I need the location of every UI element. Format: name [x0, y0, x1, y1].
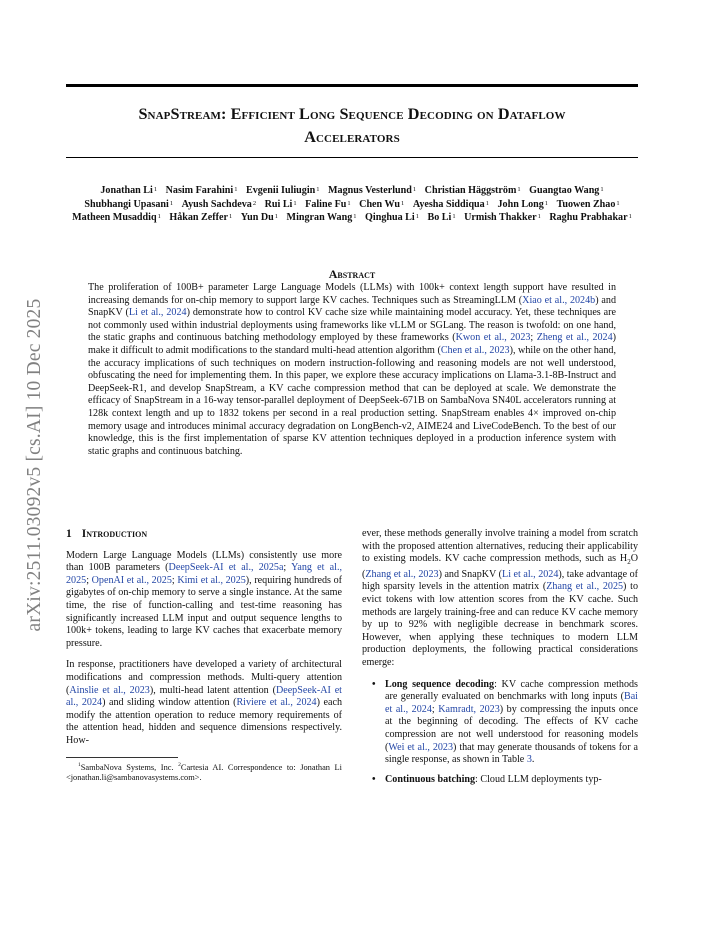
table-reference-link[interactable]: 3: [526, 754, 532, 766]
author-name: Evgenii Iuliugin$^1$: [245, 185, 320, 196]
author-name: Tuowen Zhao$^1$: [556, 198, 620, 210]
author-name: Mingran Wang$^1$: [286, 212, 357, 224]
author-name: Urmish Thakker$^1$: [464, 212, 541, 224]
considerations-list: [362, 679, 638, 787]
citation-link[interactable]: Zhang et al., 2023: [365, 568, 439, 580]
citation-link[interactable]: Li et al., 2024: [128, 307, 187, 319]
citation-link[interactable]: Yang et al., 2025: [66, 562, 342, 586]
author-name: Chen Wu$^1$: [359, 198, 405, 210]
author-name: Magnus Vesterlund$^1$: [328, 185, 417, 196]
author-name: Christian Häggström$^1$: [424, 185, 521, 196]
citation-link[interactable]: Riviere et al., 2024: [236, 697, 317, 709]
author-name: John Long$^1$: [497, 198, 549, 210]
paper-title: [66, 103, 638, 149]
footnote-rule: [66, 757, 178, 758]
author-name: Bo Li$^1$: [427, 212, 456, 224]
paper-title-line-2: Accelerators: [304, 128, 400, 146]
arxiv-sidebar: [20, 260, 50, 670]
right-column: [362, 528, 638, 793]
citation-link[interactable]: Ainslie et al., 2023: [69, 684, 150, 696]
intro-paragraph-3: ever, these methods generally involve training a model from scratch with the proposed attention alternatives, reducing their applicability to existing models. KV cache compression methods, such as $H_2O$ (Zhang et al., 2023) and SnapKV (Li et al., 2024), take advantage of high sparsity levels in the attention matrix (Zhang et al., 2025) to evict tokens with low attention scores from the KV cache. Such methods are largely training-free and can reduce KV cache memory by up to 92% with negligible decrease in benchmark scores. However, when applying these techniques to modern LLM production deployments, the following practical considerations emerge:: [362, 528, 638, 668]
author-name: Matheen Musaddiq$^1$: [72, 212, 161, 224]
author-name: Rui Li$^1$: [264, 198, 297, 210]
author-name: Nasim Farahini$^1$: [165, 185, 238, 196]
citation-link[interactable]: DeepSeek-AI et al., 2025a: [168, 562, 284, 574]
citation-link[interactable]: Zhang et al., 2025: [546, 581, 624, 593]
abstract-heading: Abstract: [328, 267, 376, 281]
citation-link[interactable]: Kimi et al., 2025: [177, 574, 246, 586]
citation-link[interactable]: Zheng et al., 2024: [536, 332, 613, 344]
author-list: [60, 184, 644, 225]
author-name: Faline Fu$^1$: [305, 198, 351, 210]
bullet-icon: •: [372, 678, 376, 690]
list-item: • Continuous batching: Cloud LLM deployments typ-: [372, 773, 602, 785]
author-name: Raghu Prabhakar$^1$: [549, 212, 632, 224]
intro-paragraph-1: Modern Large Language Models (LLMs) consistently use more than 100B parameters (DeepSeek-AI et al., 2025a; Yang et al., 2025; OpenAI et al., 2025; Kimi et al., 2025), requiring hundreds of gigabytes of on-chip memory to serve a single instance. At the same time, the rise of function-calling and test-time reasoning has significantly increased LLM input and output sequence lengths to 100k+ tokens, leading to large KV caches that exacerbate memory pressure.: [66, 549, 343, 649]
intro-paragraph-2: In response, practitioners have developed a variety of architectural modifications and compression methods. Multi-query attention (Ainslie et al., 2023), multi-head latent attention (DeepSeek-AI et al., 2024) and sliding window attention (Riviere et al., 2024) each modify the attention operation to reduce memory requirements of the attention head, hidden and sequence dimensions respectively. How-: [66, 659, 342, 746]
section-heading-introduction: 1 Introduction: [66, 528, 148, 540]
citation-link[interactable]: OpenAI et al., 2025: [91, 574, 172, 586]
citation-link[interactable]: Li et al., 2024: [502, 568, 559, 580]
citation-link[interactable]: Chen et al., 2023: [440, 344, 510, 356]
citation-link[interactable]: Kwon et al., 2023: [455, 332, 531, 344]
title-top-rule: [66, 84, 638, 87]
bullet-icon: •: [372, 773, 376, 785]
citation-link[interactable]: Kamradt, 2023: [438, 703, 500, 715]
paper-title-line-1: SnapStream: Efficient Long Sequence Decoding on Dataflow: [138, 105, 566, 123]
arxiv-identifier: arXiv:2511.03092v5 [cs.AI] 10 Dec 2025: [24, 298, 45, 632]
citation-link[interactable]: Xiao et al., 2024b: [522, 294, 596, 306]
author-name: Ayesha Siddiqua$^1$: [412, 198, 489, 210]
left-column: [66, 528, 342, 783]
affiliation-footnote: $^1$SambaNova Systems, Inc. $^2$Cartesia AI. Correspondence to: Jonathan Li <jonathan.li@sambanovasystems.com>.: [66, 761, 342, 783]
author-name: Shubhangi Upasani$^1$: [84, 198, 174, 210]
author-name: Jonathan Li$^1$: [100, 185, 158, 196]
abstract-body: The proliferation of 100B+ parameter Large Language Models (LLMs) with 100k+ context length support have resulted in increasing demands for on-chip memory to support large KV caches. Techniques such as StreamingLLM (Xiao et al., 2024b) and SnapKV (Li et al., 2024) demonstrate how to control KV cache size while maintaining model accuracy. Yet, these techniques are not commonly used within industrial deployments using frameworks like vLLM or SGLang. The reason is twofold: on one hand, the static graphs and continuous batching methodology employed by these frameworks (Kwon et al., 2023; Zheng et al., 2024) make it difficult to admit modifications to the standard multi-head attention algorithm (Chen et al., 2023), while on the other hand, the accuracy implications of such techniques on modern instruction-following and reasoning models are not well understood, obfuscating the need for implementing them. In this paper, we explore these accuracy implications on Llama-3.1-8B-Instruct and DeepSeek-R1, and develop SnapStream, a KV cache compression method that can be deployed at scale. We demonstrate the efficacy of SnapStream in a 16-way tensor-parallel deployment of DeepSeek-671B on SambaNova SN40L accelerators running at 128k context length and up to 1832 tokens per second in a real production setting. SnapStream enables 4× improved on-chip memory usage and introduces minimal accuracy degradation on LongBench-v2, AIME24 and LiveCodeBench. To the best of our knowledge, this is the first implementation of sparse KV attention techniques deployed in a production inference system with static graphs and continuous batching.: [88, 282, 617, 457]
citation-link[interactable]: DeepSeek-AI et al., 2024: [66, 684, 342, 709]
list-item: • Long sequence decoding: KV cache compression methods are generally evaluated on benchmarks with long inputs (Bai et al., 2024; Kamradt, 2023) by compressing the inputs once at the beginning of decoding. The effects of KV cache compression are not well understood for reasoning models (Wei et al., 2023) that may generate thousands of tokens for a single response, as shown in Table 3.: [372, 678, 638, 766]
author-name: Ayush Sachdeva$^2$: [181, 198, 257, 210]
author-name: Yun Du$^1$: [240, 212, 279, 224]
citation-link[interactable]: Wei et al., 2023: [388, 741, 454, 753]
citation-link[interactable]: Bai et al., 2024: [385, 691, 638, 715]
author-name: Qinghua Li$^1$: [365, 212, 419, 224]
author-name: Håkan Zeffer$^1$: [169, 212, 233, 224]
author-name: Guangtao Wang$^1$: [529, 185, 604, 196]
title-bottom-rule: [66, 157, 638, 158]
